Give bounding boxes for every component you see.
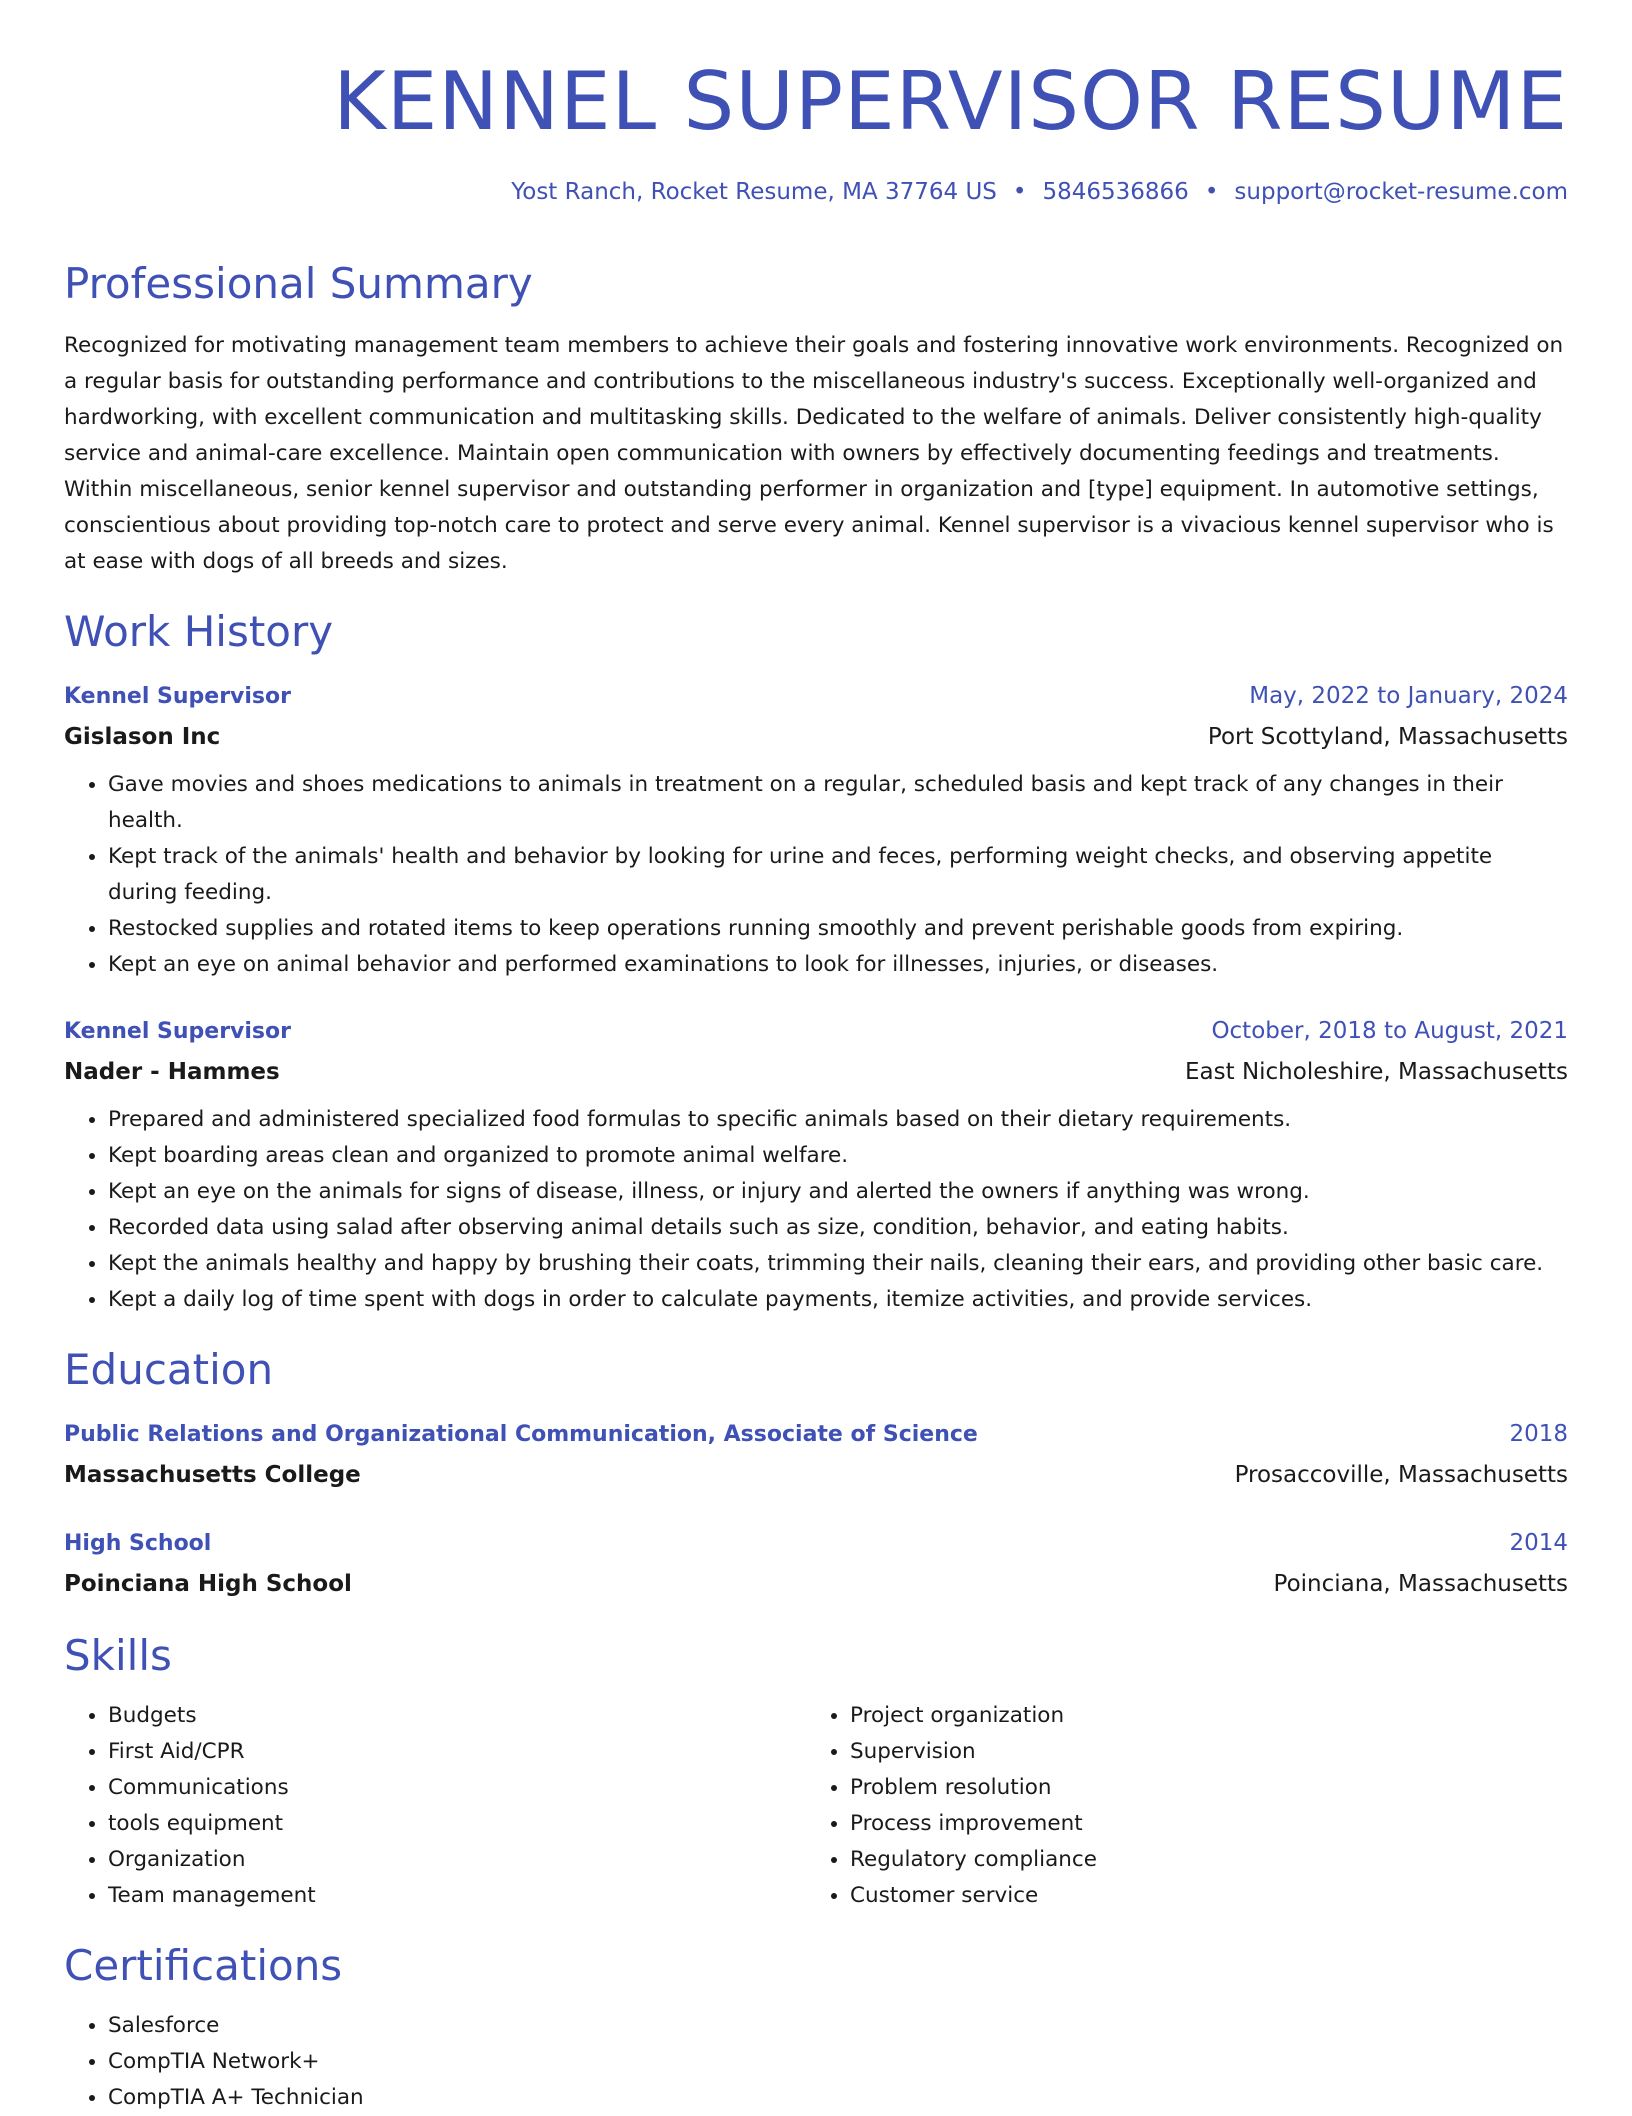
job-title: Kennel Supervisor [64, 1019, 291, 1044]
skill-item: • Organization [108, 1842, 806, 1878]
job-dates: May, 2022 to January, 2024 [1249, 683, 1568, 709]
contact-address: Yost Ranch, Rocket Resume, MA 37764 US [511, 179, 997, 205]
resume-page [64, 0, 1568, 2116]
education-school: Poinciana High School [64, 1571, 352, 1597]
contact-email: support@rocket-resume.com [1234, 179, 1568, 205]
job-title: Kennel Supervisor [64, 684, 291, 709]
skill-item: • Budgets [108, 1698, 806, 1734]
contact-separator: • [1012, 179, 1027, 205]
education-location: Prosaccoville, Massachusetts [1234, 1462, 1568, 1488]
certifications-section [64, 1938, 1568, 2116]
job-bullets [64, 1102, 1568, 1318]
job-bullet: • Gave movies and shoes medications to animals in treatment on a regular, scheduled basis and kept track of any changes in their health. [108, 767, 1568, 839]
education-degree: Public Relations and Organizational Communication, Associate of Science [64, 1422, 978, 1447]
resume-header [64, 0, 1568, 208]
job-bullets [64, 767, 1568, 983]
education-section [64, 1342, 1568, 1604]
job-bullet: • Kept an eye on the animals for signs of disease, illness, or injury and alerted the owners if anything was wrong. [108, 1174, 1568, 1210]
summary-text: Recognized for motivating management team members to achieve their goals and fostering innovative work environments. Recognized on a regular basis for outstanding performance and contributions to the miscellaneous industry's success. Exceptionally well-organized and hardworking, with excellent communication and multitasking skills. Dedicated to the welfare of animals. Deliver consistently high-quality service and animal-care excellence. Maintain open communication with owners by effectively documenting feedings and treatments. Within miscellaneous, senior kennel supervisor and outstanding performer in organization and [type] equipment. In automotive settings, conscientious about providing top-notch care to protect and serve every animal. Kennel supervisor is a vivacious kennel supervisor who is at ease with dogs of all breeds and sizes. [64, 333, 1564, 574]
job-bullet: • Prepared and administered specialized food formulas to specific animals based on their dietary requirements. [108, 1102, 1568, 1138]
education-location: Poinciana, Massachusetts [1273, 1571, 1568, 1597]
job-bullet: • Kept a daily log of time spent with dogs in order to calculate payments, itemize activities, and provide services. [108, 1282, 1568, 1318]
job-location: East Nicholeshire, Massachusetts [1185, 1059, 1568, 1085]
job-bullet: • Kept an eye on animal behavior and performed examinations to look for illnesses, injuries, or diseases. [108, 947, 1568, 983]
skill-item: • Regulatory compliance [850, 1842, 1548, 1878]
summary-heading: Professional Summary [64, 259, 533, 308]
work-history-section [64, 604, 1568, 1318]
job-bullet: • Restocked supplies and rotated items to keep operations running smoothly and prevent perishable goods from expiring. [108, 911, 1568, 947]
skills-columns [64, 1698, 1568, 1914]
job-entry [64, 676, 1568, 983]
education-degree: High School [64, 1531, 212, 1556]
education-year: 2014 [1509, 1530, 1568, 1556]
job-dates: October, 2018 to August, 2021 [1211, 1018, 1568, 1044]
skill-item: • Team management [108, 1878, 806, 1914]
skill-item: • First Aid/CPR [108, 1734, 806, 1770]
certification-item: • Salesforce [108, 2008, 1568, 2044]
education-entry [64, 1523, 1568, 1604]
job-entry [64, 1011, 1568, 1318]
skill-item: • Project organization [850, 1698, 1548, 1734]
job-bullet: • Kept the animals healthy and happy by brushing their coats, trimming their nails, cleaning their ears, and providing other basic care. [108, 1246, 1568, 1282]
education-year: 2018 [1509, 1421, 1568, 1447]
skill-item: • Supervision [850, 1734, 1548, 1770]
job-bullet: • Recorded data using salad after observing animal details such as size, condition, behavior, and eating habits. [108, 1210, 1568, 1246]
contact-phone: 5846536866 [1042, 179, 1189, 205]
skills-list-right [806, 1698, 1548, 1914]
job-company: Nader - Hammes [64, 1059, 280, 1085]
education-heading: Education [64, 1345, 274, 1394]
certification-item: • CompTIA A+ Technician [108, 2080, 1568, 2116]
job-bullet: • Kept boarding areas clean and organized to promote animal welfare. [108, 1138, 1568, 1174]
job-location: Port Scottyland, Massachusetts [1207, 724, 1568, 750]
skills-section [64, 1628, 1568, 1914]
skill-item: • Problem resolution [850, 1770, 1548, 1806]
education-school: Massachusetts College [64, 1462, 361, 1488]
job-bullet: • Kept track of the animals' health and behavior by looking for urine and feces, performing weight checks, and observing appetite during feeding. [108, 839, 1568, 911]
certifications-list [64, 2008, 1568, 2116]
skills-list-left [64, 1698, 806, 1914]
skill-item: • Communications [108, 1770, 806, 1806]
contact-separator: • [1204, 179, 1219, 205]
job-company: Gislason Inc [64, 724, 221, 750]
certifications-heading: Certifications [64, 1941, 343, 1990]
skill-item: • tools equipment [108, 1806, 806, 1842]
contact-line [64, 176, 1568, 208]
resume-title: KENNEL SUPERVISOR RESUME [333, 55, 1568, 148]
education-entry [64, 1414, 1568, 1495]
work-history-heading: Work History [64, 607, 334, 656]
skill-item: • Customer service [850, 1878, 1548, 1914]
skills-heading: Skills [64, 1631, 172, 1680]
certification-item: • CompTIA Network+ [108, 2044, 1568, 2080]
skill-item: • Process improvement [850, 1806, 1548, 1842]
